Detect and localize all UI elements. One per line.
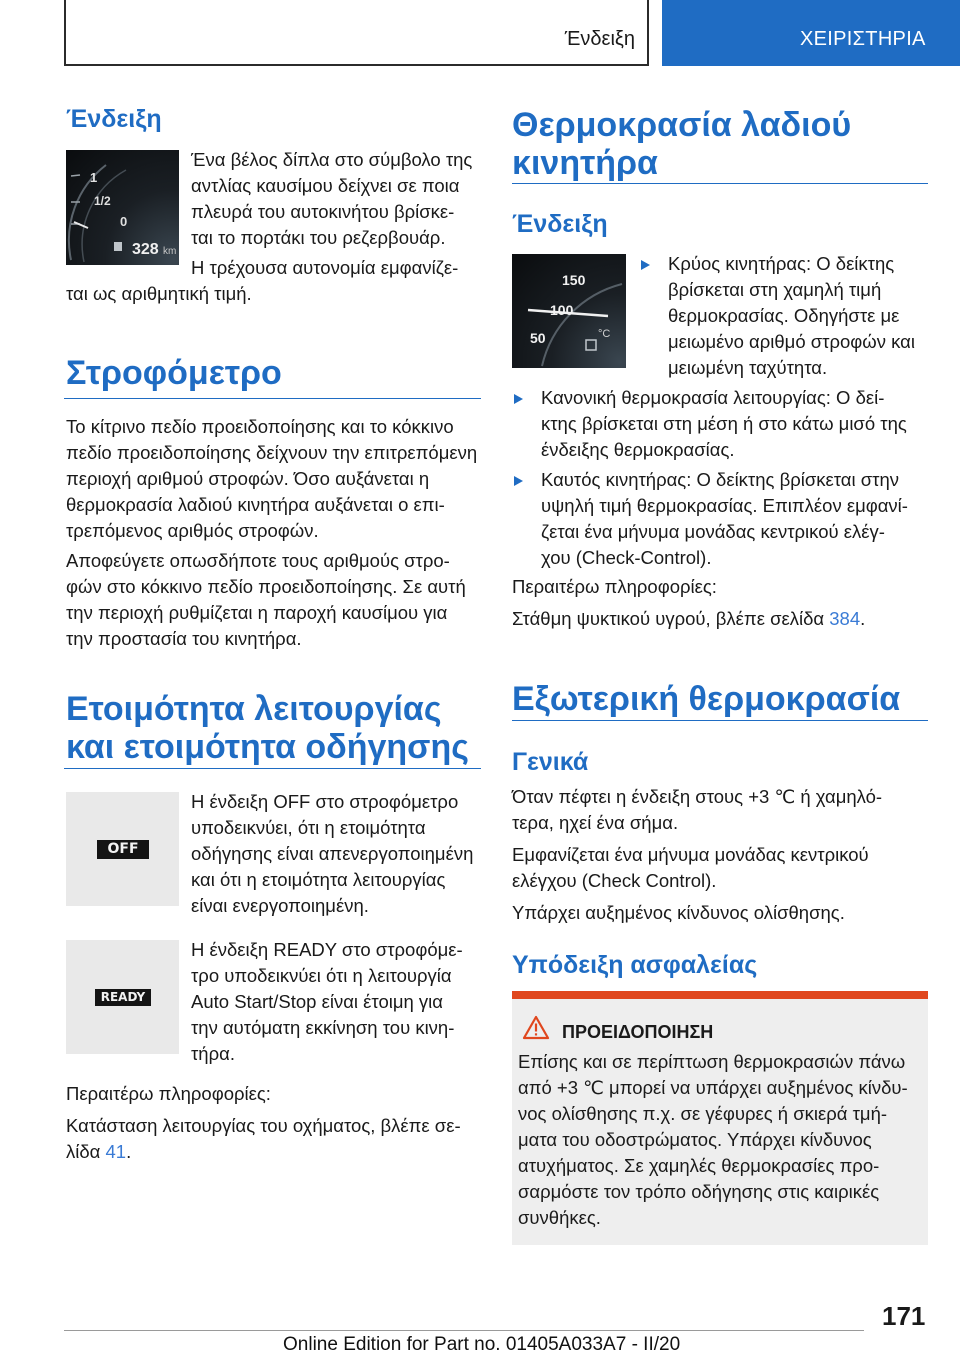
heading-tachometer: Στροφόμετρο: [66, 354, 282, 392]
ready-text-line: Auto Start/Stop είναι έτοιμη για: [191, 991, 443, 1012]
gauge-mark-0: 0: [120, 214, 128, 229]
gauge-arc: [69, 165, 106, 260]
heading-general: Γενικά: [512, 748, 589, 776]
ready-badge: READY: [95, 989, 151, 1006]
ready-text-line: Η ένδειξη READY στο στροφόμε-: [191, 939, 463, 960]
section-tab: [64, 0, 649, 66]
warning-title: ΠΡΟΕΙΔΟΠΟΙΗΣΗ: [562, 1022, 714, 1042]
off-text-line: υποδεικνύει, ότι η ετοιμότητα: [191, 817, 426, 838]
bullet-text-line: θερμοκρασίας. Οδηγήστε με: [668, 305, 900, 326]
chapter-title: ΧΕΙΡΙΣΤΗΡΙΑ: [800, 28, 926, 50]
off-badge: OFF: [97, 840, 149, 859]
bullet-text-line: βρίσκεται στη χαμηλή τιμή: [668, 279, 882, 300]
fuel-pump-icon: [114, 242, 122, 251]
fuel-text-line: Η τρέχουσα αυτονομία εμφανίζε-: [191, 257, 459, 278]
reference-line: λίδα 41.: [66, 1141, 132, 1162]
reference-line: Κατάσταση λειτουργίας του οχήματος, βλέπε σε-: [66, 1115, 461, 1136]
tach-text-line: Αποφεύγετε οπωσδήποτε τους αριθμούς στρο-: [66, 550, 450, 571]
bullet-text-line: Κρύος κινητήρας: Ο δείκτης: [668, 253, 895, 274]
range-unit: km: [163, 246, 177, 257]
warning-bar: [512, 991, 928, 999]
general-text-line: Όταν πέφτει η ένδειξη στους +3 ℃ ή χαμηλό-: [512, 786, 883, 807]
bullet-text-line: Καυτός κινητήρας: Ο δείκτης βρίσκεται στην: [541, 469, 900, 490]
page-header: [0, 0, 960, 68]
warning-text-line: ατυχήματος. Σε χαμηλές θερμοκρασίες προ-: [518, 1155, 880, 1176]
heading-fuel-display: Ένδειξη: [66, 105, 162, 133]
fuel-text-line: πλευρά του αυτοκινήτου βρίσκε-: [191, 201, 455, 222]
heading-readiness: Ετοιμότητα λειτουργίας: [66, 690, 442, 728]
fuel-text-line: ται το πορτάκι του ρεζερβουάρ.: [191, 227, 446, 248]
gauge-needle: [74, 222, 88, 228]
bullet-text-line: μειωμένο αριθμό στροφών και: [668, 331, 915, 352]
bullet-text-line: χου (Check-Control).: [541, 547, 712, 568]
page-link-41[interactable]: 41: [105, 1141, 127, 1162]
tach-text-line: τρεπόμενος αριθμός στροφών.: [66, 520, 319, 541]
ready-text-line: την αυτόματη εκκίνηση του κινη-: [191, 1017, 455, 1038]
tach-text-line: την προστασία του κινητήρα.: [66, 628, 302, 649]
bullet-text-line: υψηλή τιμή θερμοκρασίας. Επιπλέον εμφανί-: [541, 495, 908, 516]
bullet-text-line: κτης βρίσκεται στη μέση ή στο κάτω μισό της: [541, 413, 907, 434]
off-text-line: είναι ενεργοποιημένη.: [191, 895, 369, 916]
heading-safety-note: Υπόδειξη ασφαλείας: [512, 951, 758, 979]
tach-text-line: Το κίτρινο πεδίο προειδοποίησης και το κόκκινο: [66, 416, 454, 437]
reference-line: Στάθμη ψυκτικού υγρού, βλέπε σελίδα 384.: [512, 608, 866, 629]
fuel-text-line: ται ως αριθμητική τιμή.: [66, 283, 252, 304]
warning-text-line: σαρμόστε τον τρόπο οδήγησης στις καιρικές: [518, 1181, 880, 1202]
general-text-line: τερα, ηχεί ένα σήμα.: [512, 812, 679, 833]
gauge-mark-half: 1/2: [94, 194, 111, 208]
heading-oil-temp: Θερμοκρασία λαδιού: [512, 106, 852, 144]
tach-text-line: πεδίο προειδοποίησης δείχνουν την επιτρεπόμενη: [66, 442, 478, 463]
tach-text-line: φών στο κόκκινο πεδίο προειδοποίησης. Σε αυτή: [66, 576, 466, 597]
warning-text-line: ματα του οδοστρώματος. Υπάρχει κίνδυνος: [518, 1129, 872, 1150]
tach-text-line: θερμοκρασία λαδιού κινητήρα αυξάνεται ο επι-: [66, 494, 445, 515]
page-number: 171: [882, 1301, 926, 1331]
fuel-text-line: Ένα βέλος δίπλα στο σύμβολο της: [191, 149, 473, 170]
fuel-text-line: αντλίας καυσίμου δείχνει σε ποια: [191, 175, 460, 196]
section-title: Ένδειξη: [564, 28, 635, 50]
bullet-triangle-icon: [514, 394, 523, 404]
bullet-text-line: ένδειξης θερμοκρασίας.: [541, 439, 735, 460]
ready-text-line: τρο υποδεικνύει ότι η λειτουργία: [191, 965, 452, 986]
heading-rule: [64, 768, 481, 769]
bullet-triangle-icon: [641, 260, 650, 270]
off-text-line: και ότι η ετοιμότητα λειτουργίας: [191, 869, 446, 890]
gauge-mark-1: 1: [90, 170, 98, 185]
heading-oil-display: Ένδειξη: [512, 210, 608, 238]
range-value: 328: [132, 241, 159, 258]
warning-text-line: Επίσης και σε περίπτωση θερμοκρασιών πάνω: [518, 1051, 906, 1072]
oil-can-icon: [586, 340, 596, 350]
more-info-label: Περαιτέρω πληροφορίες:: [512, 576, 717, 597]
off-text-line: οδήγησης είναι απενεργοποιημένη: [191, 843, 474, 864]
ready-indicator-image: [66, 940, 179, 1054]
gauge-arc: [542, 284, 622, 366]
warning-text-line: από +3 ℃ μπορεί να υπάρχει αυξημένος κίνδυ-: [518, 1077, 908, 1098]
warning-triangle-icon: [522, 1015, 550, 1040]
footer-rule: [64, 1330, 864, 1331]
tach-text-line: την περιοχή ρυθμίζεται η παροχή καυσίμου για: [66, 602, 448, 623]
bullet-text-line: μειωμένη ταχύτητα.: [668, 357, 828, 378]
general-text-line: Υπάρχει αυξημένος κίνδυνος ολίσθησης.: [512, 902, 845, 923]
heading-readiness-2: και ετοιμότητα οδήγησης: [66, 728, 469, 766]
chapter-tab: [662, 0, 960, 66]
ready-text-line: τήρα.: [191, 1043, 235, 1064]
tach-text-line: περιοχή αριθμού στροφών. Όσο αυξάνεται η: [66, 468, 430, 489]
general-text-line: ελέγχου (Check Control).: [512, 870, 717, 891]
bullet-text-line: Κανονική θερμοκρασία λειτουργίας: Ο δεί-: [541, 387, 885, 408]
oil-temp-gauge-image: [512, 254, 626, 368]
heading-rule: [64, 398, 481, 399]
gauge-unit: °C: [598, 328, 611, 340]
heading-rule: [512, 720, 928, 721]
more-info-label: Περαιτέρω πληροφορίες:: [66, 1083, 271, 1104]
heading-oil-temp-2: κινητήρα: [512, 144, 658, 182]
bullet-text-line: ζεται ένα μήνυμα μονάδας κεντρικού ελέγ-: [541, 521, 885, 542]
fuel-gauge-image: [66, 150, 179, 265]
warning-box: [512, 991, 928, 1245]
page-link-384[interactable]: 384: [829, 608, 861, 629]
footer-edition: Online Edition for Part no. 01405A033A7 - II/20: [283, 1334, 681, 1355]
heading-outside-temp: Εξωτερική θερμοκρασία: [512, 680, 901, 718]
general-text-line: Εμφανίζεται ένα μήνυμα μονάδας κεντρικού: [512, 844, 869, 865]
heading-rule: [512, 183, 928, 184]
bullet-triangle-icon: [514, 476, 523, 486]
warning-text-line: συνθήκες.: [518, 1207, 601, 1228]
off-indicator-image: [66, 792, 179, 906]
gauge-mark-150: 150: [562, 272, 586, 288]
off-text-line: Η ένδειξη OFF στο στροφόμετρο: [191, 791, 459, 812]
gauge-mark-100: 100: [550, 302, 574, 318]
gauge-mark-50: 50: [530, 330, 546, 346]
warning-text-line: νος ολίσθησης π.χ. σε γέφυρες ή σκιερά τμή-: [518, 1103, 888, 1124]
